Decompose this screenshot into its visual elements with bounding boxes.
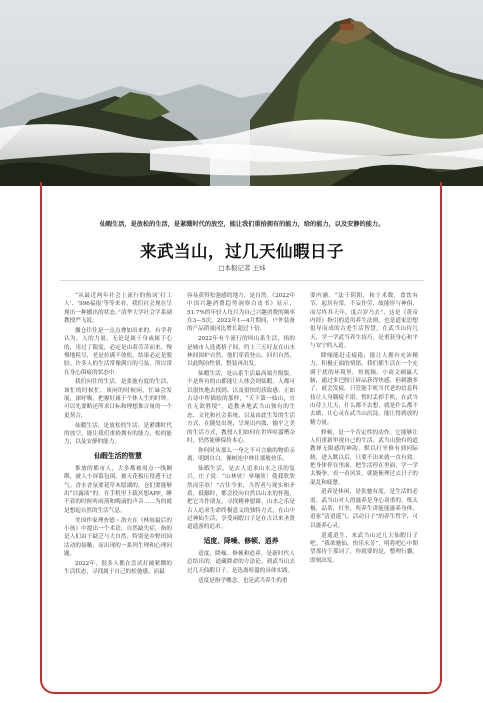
paragraph: 修顿，是一个否定性的动作。它能够让人们重新审视自己的生活。武当山独有的道教禅无限感的神韵，默以打坐修有到问际制，进入默以后，只要不出来就一直有效。把身体停在里面，把生活停在里面，学一学太极拳，看一看风景，就能梳理过去日子的混乱和疲惫。 [310, 429, 418, 486]
paragraph: 你何时从那么一身之不可言喻的物质亲离，明朗自白，像树连中林住那般快乐。 [187, 447, 295, 463]
paragraph: 逍养是休闲，是张驰有度，是生活的必需。武当山对人的滋养是身心双重的，炼太极，品茶，打坐，所养生讲能能滋养身体，逍家“清逍遥气，活动日子”的养生哲学，可以滋养心灵。 [310, 489, 418, 529]
hero-photo [0, 0, 483, 186]
section-heading: 适度、降噪、修顿、逍养 [203, 536, 279, 545]
paragraph: 降噪能赶走疲倦，能让人拥有充沛精力，积极正面的情绪。我们都生活在一个充满于扰的环境里，短视频、小商文刷赢大脑，通过多巴胺让碎品获得快感，但刺激多了，就会发疲。只管能手机当代老的信息科技让人身隅疲不堪。暂时丢掉手机，在武当山待上几天，什么都不去想，就是什么都不去做，让心灵在武当山沉淀、能让得到放的精力量。 [310, 352, 418, 426]
paragraph: 逍遥逍生，来武当山过几天仙暇日子吧。“我欲驰仙，快乐永芳”，明将吧心中期望那待于那词了，你就要的是，整理行囊，即刻出发。 [310, 532, 418, 564]
paragraph: 容易获得松弛感的地方，是自然。《2022年中国兴趣消费趋势洞察白皮书》显示，51.7%的年轻人每月为自己兴趣消费的频率在3—5次。2022年1—4月期间，户外装备的产品销量同比增长超过十倍。 [187, 293, 295, 333]
article-lede: 仙暇生活，是放松的生活，是紧绷时代的放空，能让我们重拾拥有的能力，给的能力，以及安静的能力。 [99, 221, 385, 228]
paragraph: 要内涵。“法于阴阳，和于术数，食饮有节，起居有常，不妄作劳，故能形与神俱，而尽终其天年，度百岁乃去”，这是《黄帝内经》指引的适用养生法则，也是道家思想倡导而成的古老生活智慧。在武当山待几天，学一学武当养生技巧，是重获身心和平与安宁的入道。 [310, 293, 418, 350]
paragraph: 适度、降噪、修顿和逍养，是新时代人总结出的，道藏降命的方法论。到武当山去过几天仙暇日子，是选离喧嚣的具体实践。 [187, 550, 295, 574]
mountain-landscape-image [0, 0, 483, 186]
paragraph: 2022年有个流行的叫山系生活，指的是城市人选离格子间，约上三五好友在山水林间围炉自然，他们穿着登山、回归自然，以此陶冶性情，整装再出发。 [187, 336, 295, 368]
article-byline: □本报记者 王炜 [218, 264, 266, 272]
paragraph: 仙暇生活，是放松的生活，是紧绷时代的放空，能让我们重拾拥有的能力，松的能力，以及安静的能力。 [64, 422, 172, 446]
text-column-3 [310, 292, 418, 682]
text-column-1 [64, 292, 172, 682]
section-heading: 仙暇生活的智慧 [94, 451, 142, 460]
paragraph: 2022年，很多人都在尝试打破紧绷的生活状态，寻找属于自己的松弛感。而最 [64, 560, 172, 576]
byline-text: 本报记者 王炜 [224, 264, 266, 272]
paragraph: 仙暇生活，是山系生活最高端升级版。不是所有的山都能让人体会到仙暇，人都可以很快地去找到、以及很快的获取感。正如古诗中所描绘的那样，“天下第一仙山，宜在无欲胜境”，道教圣地武当山独有的生态、文化和社会系统，以及由此生发的生活方式，在随处出现，呈现出内敛、愉平之美的生活方式，教授人们如何在世界喧嚣嘈杂时，仍然能够保持本心。 [187, 371, 295, 444]
divider [60, 280, 424, 281]
paragraph: 仙暇生活，是去人追求山水之乐的复兴。庄子说：“山林欤！皋壤欤！使我欣欣然而乐欤！”古往今来，当智者与现实和矛盾，抵触时，都会投向自然以山水的怀抱，把它当作朋友，寻找精神慰藉。山水之乐是古人追求生命终极意义的独特方式，在山中过神仙生活，享受闲暇日子是在古以来圣贤道遥游的追求。 [187, 465, 295, 531]
paragraph: 推放的都市人，大多都被周点一线捆绑，被人小屏幕包围，被天花板压得透不过气。香水香氛要花草木愿湖的，仓们要能够出“目露液”的，在手机里下载冥想APP，睡不着的时候听雨落和晚滴的声音……为的就是想起自然的生活气息。 [64, 466, 172, 514]
text-column-2 [187, 292, 295, 682]
paragraph: 适度是指学概念，也是武当养生的重 [198, 577, 288, 584]
paragraph: 撤仓往往是一点点叠加出来的。有学者认为，人的力量，无论是属于身或属于心的，用过了限度，必定是由着劳苦而来，慢慢地耗尽，老是拉满不放松，结果必定是脱胶。许多人的生活常像满日的弓弦，所以常在身心俱疲的状态中。 [64, 327, 172, 376]
paragraph: 我们向往的生活，是张弛有度的生活，该忙的时候忙，该闲的时候闲，忙碌会发展，深呼吸，把握好属于个体人生的时钟。可以先要略还所求目标和理想推合量的一个更契合。 [64, 379, 172, 419]
paragraph: “从最近两年社会上流行的热词‘打工人’、‘996福报’等等来看，我们社会现在呈现出一种撤出的状态。”清华大学社会学系副教授严飞说。 [64, 293, 172, 325]
paragraph: 美国作家理查德・洛夫在《林间最后的小孩》中提出一个术语，自然缺失症，指的是人们由于缺乏与大自然、特别是乡野田园活动的接触，而出现的一系列生理和心理问题。 [64, 517, 172, 557]
article-headline: 来武当山，过几天仙暇日子 [140, 242, 344, 261]
